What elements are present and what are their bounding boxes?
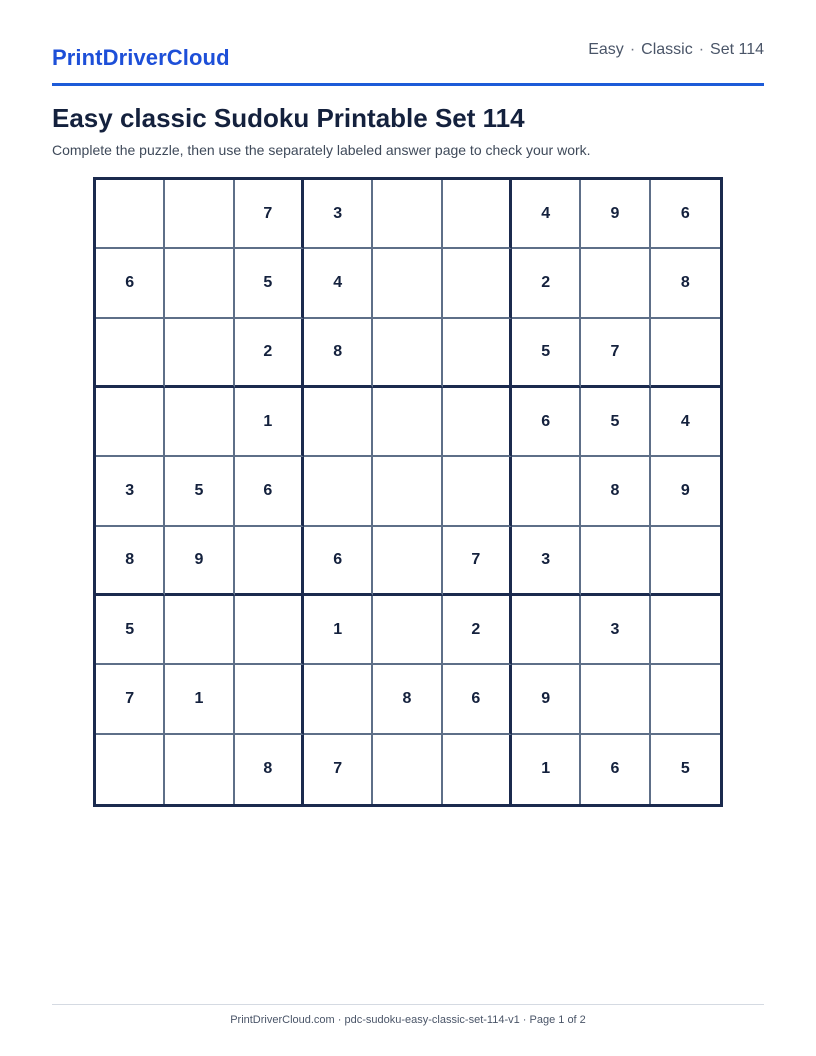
sudoku-cell-r5c3[interactable]: 6: [235, 457, 304, 526]
meta-separator: ·: [629, 41, 636, 58]
sudoku-cell-r2c3[interactable]: 5: [235, 249, 304, 318]
page-header: [52, 40, 764, 86]
meta-separator: ·: [698, 41, 705, 58]
sudoku-cell-r6c3[interactable]: [235, 527, 304, 596]
sudoku-cell-r4c7[interactable]: 6: [512, 388, 581, 457]
sudoku-cell-r9c6[interactable]: [443, 735, 512, 804]
sudoku-cell-r8c5[interactable]: 8: [373, 665, 442, 734]
sudoku-cell-r3c8[interactable]: 7: [581, 319, 650, 388]
meta-set: Set 114: [710, 41, 764, 58]
sudoku-cell-r1c1[interactable]: [96, 180, 165, 249]
sudoku-cell-r1c9[interactable]: 6: [651, 180, 720, 249]
sudoku-cell-r5c6[interactable]: [443, 457, 512, 526]
sudoku-cell-r8c3[interactable]: [235, 665, 304, 734]
sudoku-cell-r9c3[interactable]: 8: [235, 735, 304, 804]
sudoku-cell-r7c7[interactable]: [512, 596, 581, 665]
sudoku-cell-r9c4[interactable]: 7: [304, 735, 373, 804]
sudoku-cell-r6c1[interactable]: 8: [96, 527, 165, 596]
sudoku-cell-r1c7[interactable]: 4: [512, 180, 581, 249]
sudoku-cell-r4c9[interactable]: 4: [651, 388, 720, 457]
puzzle-meta: [588, 41, 764, 59]
sudoku-cell-r6c8[interactable]: [581, 527, 650, 596]
sudoku-cell-r1c2[interactable]: [165, 180, 234, 249]
sudoku-cell-r2c9[interactable]: 8: [651, 249, 720, 318]
sudoku-cell-r4c3[interactable]: 1: [235, 388, 304, 457]
sudoku-cell-r9c9[interactable]: 5: [680, 760, 690, 778]
meta-variant: Classic: [641, 41, 693, 58]
sudoku-cell-r8c9[interactable]: [651, 665, 720, 734]
sudoku-cell-r2c4[interactable]: 4: [304, 249, 373, 318]
sudoku-cell-r5c2[interactable]: 5: [165, 457, 234, 526]
sudoku-cell-r2c1[interactable]: 6: [96, 249, 165, 318]
page-subtitle: Complete the puzzle, then use the separately labeled answer page to check your work.: [52, 142, 591, 158]
sudoku-cell-r2c8[interactable]: [581, 249, 650, 318]
sudoku-cell-r3c1[interactable]: [96, 319, 165, 388]
sudoku-cell-r7c9[interactable]: [651, 596, 720, 665]
sudoku-cell-r2c2[interactable]: [165, 249, 234, 318]
sudoku-cell-r5c1[interactable]: 3: [96, 457, 165, 526]
sudoku-cell-r1c3[interactable]: 7: [235, 180, 304, 249]
page-footer: PrintDriverCloud.com · pdc-sudoku-easy-classic-set-114-v1 · Page 1 of 2: [52, 1004, 764, 1026]
sudoku-cell-r6c4[interactable]: 6: [304, 527, 373, 596]
sudoku-cell-r3c4[interactable]: 8: [304, 319, 373, 388]
sudoku-cell-r2c6[interactable]: [443, 249, 512, 318]
sudoku-cell-r5c4[interactable]: [304, 457, 373, 526]
sudoku-cell-r9c2[interactable]: [165, 735, 234, 804]
sudoku-cell-r8c2[interactable]: 1: [165, 665, 234, 734]
sudoku-cell-r3c9[interactable]: [651, 319, 720, 388]
sudoku-cell-r9c1[interactable]: [96, 735, 165, 804]
brand-logo: PrintDriverCloud: [52, 45, 230, 70]
sudoku-cell-r1c8[interactable]: 9: [581, 180, 650, 249]
sudoku-cell-r3c6[interactable]: [443, 319, 512, 388]
sudoku-cell-r6c5[interactable]: [373, 527, 442, 596]
sudoku-cell-r1c6[interactable]: [443, 180, 512, 249]
sudoku-cell-r2c7[interactable]: 2: [512, 249, 581, 318]
sudoku-cell-r4c1[interactable]: [96, 388, 165, 457]
sudoku-cell-r6c2[interactable]: 9: [165, 527, 234, 596]
page-title: Easy classic Sudoku Printable Set 114: [52, 103, 525, 133]
meta-difficulty: Easy: [588, 41, 624, 58]
sudoku-cell-r8c8[interactable]: [581, 665, 650, 734]
sudoku-cell-r4c8[interactable]: 5: [581, 388, 650, 457]
sudoku-cell-r3c5[interactable]: [373, 319, 442, 388]
sudoku-cell-r7c3[interactable]: [235, 596, 304, 665]
sudoku-cell-r7c1[interactable]: 5: [96, 596, 165, 665]
sudoku-cell-r7c5[interactable]: [373, 596, 442, 665]
sudoku-cell-r8c7[interactable]: 9: [512, 665, 581, 734]
sudoku-cell-r3c7[interactable]: 5: [512, 319, 581, 388]
sudoku-cell-r2c5[interactable]: [373, 249, 442, 318]
sudoku-cell-r5c8[interactable]: 8: [581, 457, 650, 526]
sudoku-cell-r3c3[interactable]: 2: [235, 319, 304, 388]
sudoku-cell-r7c2[interactable]: [165, 596, 234, 665]
sudoku-cell-r4c4[interactable]: [304, 388, 373, 457]
sudoku-cell-r5c5[interactable]: [373, 457, 442, 526]
sudoku-cell-r8c1[interactable]: 7: [96, 665, 165, 734]
sudoku-cell-r1c5[interactable]: [373, 180, 442, 249]
sudoku-cell-r5c9[interactable]: 9: [651, 457, 720, 526]
sudoku-cell-r9c7[interactable]: 1: [512, 735, 581, 804]
sudoku-cell-r7c8[interactable]: 3: [581, 596, 650, 665]
sudoku-cell-r6c6[interactable]: 7: [443, 527, 512, 596]
sudoku-cell-r7c6[interactable]: 2: [443, 596, 512, 665]
sudoku-cell-r3c2[interactable]: [165, 319, 234, 388]
sudoku-cell-r4c2[interactable]: [165, 388, 234, 457]
sudoku-cell-r4c6[interactable]: [443, 388, 512, 457]
sudoku-cell-r8c6[interactable]: 6: [443, 665, 512, 734]
sudoku-cell-r9c8[interactable]: 6: [581, 735, 650, 804]
sudoku-cell-r6c7[interactable]: 3: [512, 527, 581, 596]
sudoku-cell-r1c4[interactable]: 3: [304, 180, 373, 249]
sudoku-cell-r9c5[interactable]: [373, 735, 442, 804]
sudoku-cell-r8c4[interactable]: [304, 665, 373, 734]
sudoku-cell-r6c9[interactable]: [651, 527, 720, 596]
sudoku-cell-r5c7[interactable]: [512, 457, 581, 526]
sudoku-grid: [93, 177, 723, 807]
sudoku-cell-r4c5[interactable]: [373, 388, 442, 457]
sudoku-cell-r7c4[interactable]: 1: [304, 596, 373, 665]
